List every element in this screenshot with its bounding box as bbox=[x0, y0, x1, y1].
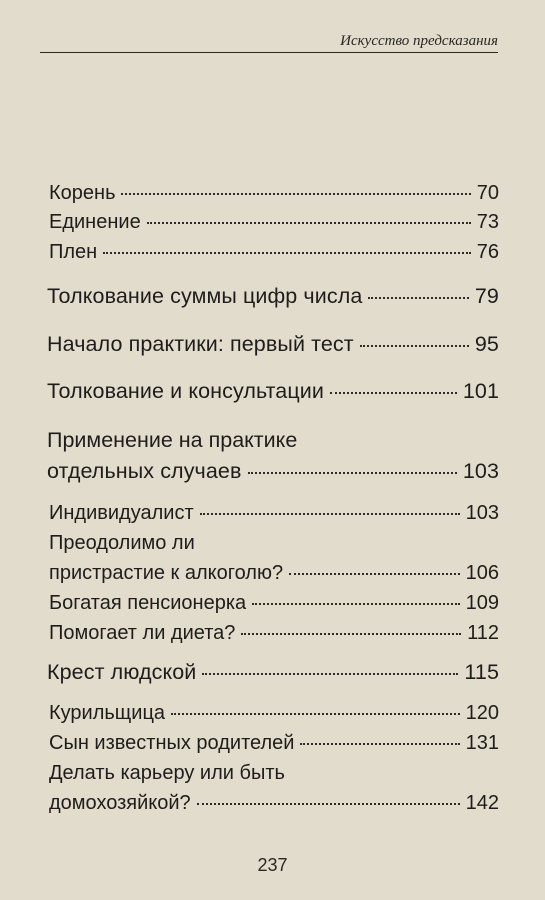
toc-entry[interactable] bbox=[47, 458, 499, 484]
dot-leader bbox=[200, 513, 460, 515]
dot-leader bbox=[103, 252, 471, 254]
dot-leader bbox=[248, 472, 457, 474]
toc-entry[interactable] bbox=[49, 700, 499, 726]
dot-leader bbox=[368, 297, 468, 299]
toc-entry-page: 76 bbox=[476, 241, 499, 263]
toc-entry-title: Курильщица bbox=[49, 702, 166, 724]
toc-entry[interactable] bbox=[49, 560, 499, 586]
toc-entry[interactable] bbox=[47, 378, 499, 404]
dot-leader bbox=[241, 633, 461, 635]
toc-entry-title: Крест людской bbox=[47, 660, 197, 684]
dot-leader bbox=[197, 803, 460, 805]
toc-entry-page: 109 bbox=[465, 592, 499, 614]
toc-entry[interactable] bbox=[49, 239, 499, 265]
toc-entry-page: 101 bbox=[462, 379, 499, 403]
toc-entry-title: Индивидуалист bbox=[49, 502, 194, 524]
toc-entry-page: 103 bbox=[465, 502, 499, 524]
toc-entry-title: Единение bbox=[49, 211, 141, 233]
toc-entry-title: Толкование и консультации bbox=[47, 379, 324, 403]
toc-entry-title: отдельных случаев bbox=[47, 459, 242, 483]
dot-leader bbox=[252, 603, 459, 605]
toc-entry-title: Корень bbox=[49, 182, 116, 204]
toc-entry-page: 103 bbox=[462, 459, 499, 483]
dot-leader bbox=[202, 673, 458, 675]
toc-entry-title: Помогает ли диета? bbox=[49, 622, 236, 644]
dot-leader bbox=[330, 392, 457, 394]
toc-entry-page: 95 bbox=[474, 332, 499, 356]
toc-entry-page: 73 bbox=[476, 211, 499, 233]
toc-entry[interactable] bbox=[49, 209, 499, 235]
toc-entry-title-line1[interactable]: Преодолимо ли bbox=[49, 532, 195, 554]
toc-entry[interactable] bbox=[49, 730, 499, 756]
toc-entry-title: Сын известных родителей bbox=[49, 732, 295, 754]
toc-entry[interactable] bbox=[49, 180, 499, 206]
dot-leader bbox=[289, 573, 460, 575]
running-header-title: Искусство предсказания bbox=[340, 33, 498, 49]
dot-leader bbox=[121, 193, 470, 195]
toc-entry-page: 120 bbox=[465, 702, 499, 724]
toc-entry-title: домохозяйкой? bbox=[49, 792, 191, 814]
toc-entry-page: 131 bbox=[465, 732, 499, 754]
toc-entry-title: Толкование суммы цифр числа bbox=[47, 284, 363, 308]
toc-entry-title: Плен bbox=[49, 241, 98, 263]
toc-entry-page: 142 bbox=[465, 792, 499, 814]
toc-entry[interactable] bbox=[47, 331, 499, 357]
toc-entry[interactable] bbox=[47, 283, 499, 309]
toc-entry[interactable] bbox=[47, 659, 499, 685]
dot-leader bbox=[300, 743, 459, 745]
dot-leader bbox=[171, 713, 460, 715]
toc-entry-page: 106 bbox=[465, 562, 499, 584]
toc-entry[interactable] bbox=[49, 620, 499, 646]
toc-entry[interactable] bbox=[49, 790, 499, 816]
toc-entry-page: 115 bbox=[464, 660, 499, 684]
toc-entry-page: 112 bbox=[467, 622, 499, 644]
toc-entry-title: Богатая пенсионерка bbox=[49, 592, 247, 614]
toc-entry-title-line1[interactable]: Делать карьеру или быть bbox=[49, 762, 285, 784]
dot-leader bbox=[360, 345, 469, 347]
toc-entry-page: 70 bbox=[476, 182, 499, 204]
toc-entry[interactable] bbox=[49, 500, 499, 526]
toc-entry-page: 79 bbox=[474, 284, 499, 308]
toc-entry-title: Начало практики: первый тест bbox=[47, 332, 354, 356]
toc-entry[interactable] bbox=[49, 590, 499, 616]
page-number: 237 bbox=[257, 855, 288, 875]
dot-leader bbox=[147, 222, 471, 224]
toc-entry-title-line1[interactable]: Применение на практике bbox=[47, 428, 298, 452]
toc-entry-title: пристрастие к алкоголю? bbox=[49, 562, 284, 584]
